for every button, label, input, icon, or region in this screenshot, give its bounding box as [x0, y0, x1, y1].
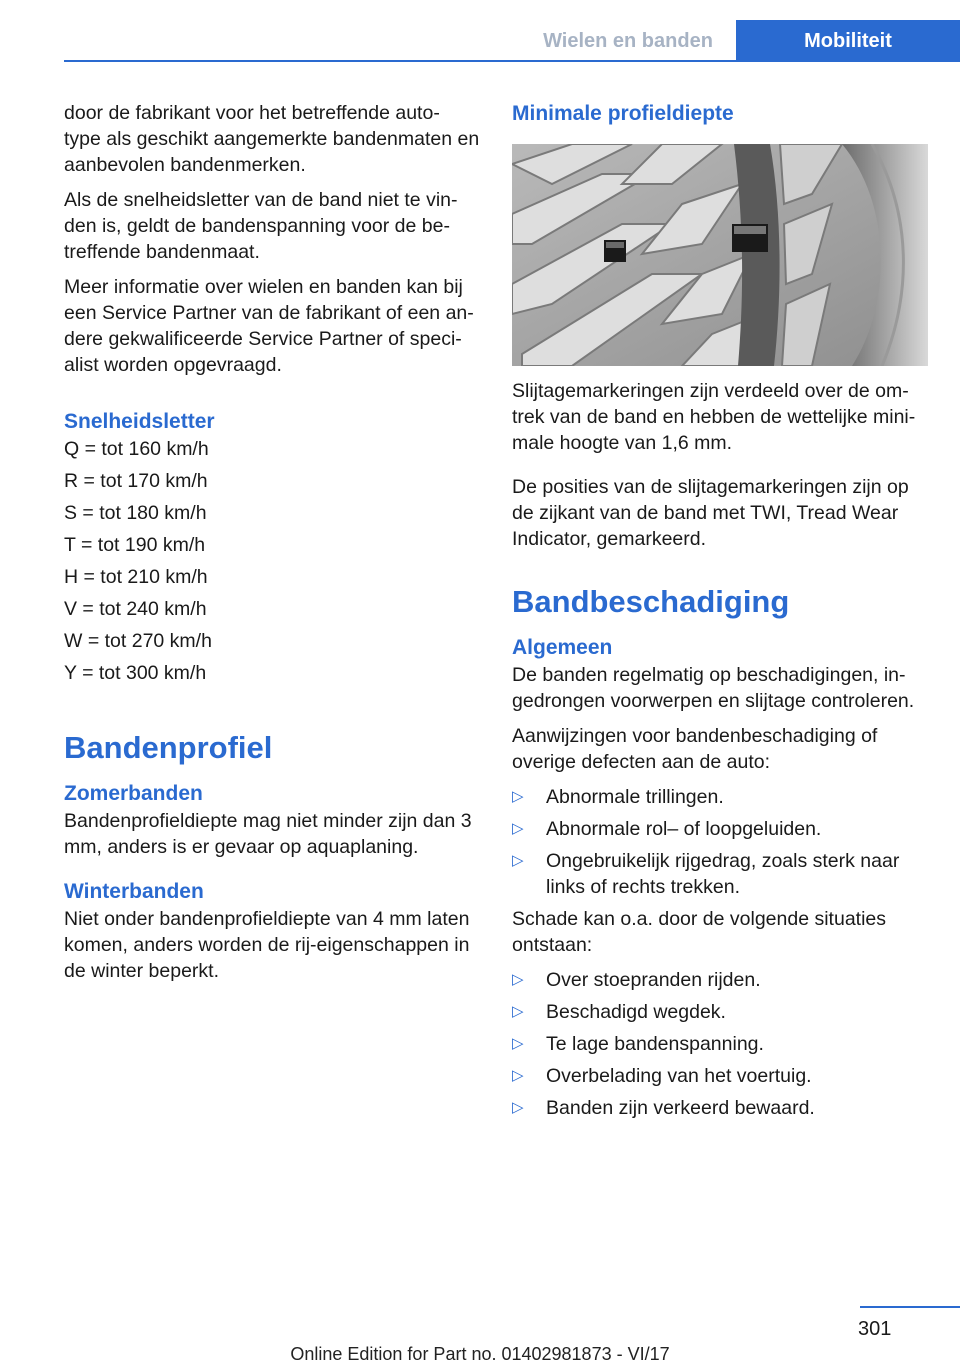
- paragraph: De posities van de slijtagemarkeringen zijn op de zijkant van de band met TWI, Tread Wear Indicator, gemarkeerd.: [512, 476, 909, 550]
- footer-divider: [860, 1306, 960, 1308]
- paragraph: Niet onder bandenprofieldiepte van 4 mm laten komen, anders worden de rij-eigenschappen in de winter beperkt.: [64, 908, 470, 982]
- damage-causes-list: [512, 967, 932, 1121]
- paragraph: Bandenprofieldiepte mag niet minder zijn dan 3 mm, anders is er gevaar op aquaplaning.: [64, 810, 472, 858]
- list-item: ▷ Over stoepranden rijden.: [512, 969, 761, 991]
- paragraph: Aanwijzingen voor bandenbeschadiging of overige defecten aan de auto:: [512, 725, 878, 773]
- speed-item: H = tot 210 km/h: [64, 566, 208, 588]
- triangle-bullet-icon: ▷: [512, 1099, 524, 1116]
- tread-profile-heading: Bandenprofiel: [64, 730, 273, 765]
- paragraph: door de fabrikant voor het betreffende auto‐ type als geschikt aangemerkte bandenmaten en aanbevolen bandenmerken.: [64, 102, 480, 176]
- min-tread-depth-heading: Minimale profieldiepte: [512, 102, 734, 125]
- list-item: ▷ Ongebruikelijk rijgedrag, zoals sterk naar links of rechts trekken.: [512, 850, 900, 898]
- paragraph: De banden regelmatig op beschadigingen, in‐ gedrongen voorwerpen en slijtage controleren.: [512, 664, 915, 712]
- list-item: ▷ Te lage bandenspanning.: [512, 1033, 764, 1055]
- summer-tires-heading: Zomerbanden: [64, 782, 203, 805]
- paragraph: Schade kan o.a. door de volgende situaties ontstaan:: [512, 908, 887, 956]
- triangle-bullet-icon: ▷: [512, 971, 524, 988]
- list-item: ▷ Abnormale trillingen.: [512, 786, 724, 808]
- winter-tires-heading: Winterbanden: [64, 880, 204, 903]
- list-item: ▷ Beschadigd wegdek.: [512, 1001, 726, 1023]
- list-item: ▷ Abnormale rol– of loopgeluiden.: [512, 818, 822, 840]
- list-item: ▷ Overbelading van het voertuig.: [512, 1065, 812, 1087]
- list-item: ▷ Banden zijn verkeerd bewaard.: [512, 1097, 815, 1119]
- triangle-bullet-icon: ▷: [512, 852, 524, 869]
- section-tab: Wielen en banden: [543, 30, 713, 52]
- damage-indications-list: [512, 784, 932, 900]
- left-column: [64, 100, 482, 993]
- tire-wear-indicator-image: [512, 144, 928, 366]
- triangle-bullet-icon: ▷: [512, 1067, 524, 1084]
- header-divider: [64, 60, 960, 62]
- speed-item: Q = tot 160 km/h: [64, 438, 209, 460]
- paragraph: Als de snelheidsletter van de band niet te vin‐ den is, geldt de bandenspanning voor de be‐ treffende bandenmaat.: [64, 189, 458, 263]
- paragraph: Meer informatie over wielen en banden kan bij een Service Partner van de fabrikant of een an‐ dere gekwalificeerde Service Partner of speci‐ alist worden opgevraagd.: [64, 276, 474, 376]
- speed-letter-heading: Snelheidsletter: [64, 410, 215, 433]
- tire-damage-heading: Bandbeschadiging: [512, 584, 790, 619]
- speed-item: R = tot 170 km/h: [64, 470, 208, 492]
- general-heading: Algemeen: [512, 636, 613, 659]
- speed-item: W = tot 270 km/h: [64, 630, 212, 652]
- speed-item: V = tot 240 km/h: [64, 598, 207, 620]
- right-column: [512, 100, 932, 1127]
- triangle-bullet-icon: ▷: [512, 1003, 524, 1020]
- page-header: [0, 0, 960, 62]
- chapter-tab: Mobiliteit: [736, 20, 960, 62]
- triangle-bullet-icon: ▷: [512, 1035, 524, 1052]
- speed-item: S = tot 180 km/h: [64, 502, 207, 524]
- edition-note: Online Edition for Part no. 01402981873 - VI/17: [290, 1344, 670, 1364]
- paragraph: Slijtagemarkeringen zijn verdeeld over de om‐ trek van de band en hebben de wettelijke mini‐ male hoogte van 1,6 mm.: [512, 380, 916, 454]
- page-number: 301: [858, 1318, 892, 1340]
- speed-item: T = tot 190 km/h: [64, 534, 206, 556]
- triangle-bullet-icon: ▷: [512, 820, 524, 837]
- triangle-bullet-icon: ▷: [512, 788, 524, 805]
- speed-item: Y = tot 300 km/h: [64, 662, 207, 684]
- speed-list: [64, 436, 482, 686]
